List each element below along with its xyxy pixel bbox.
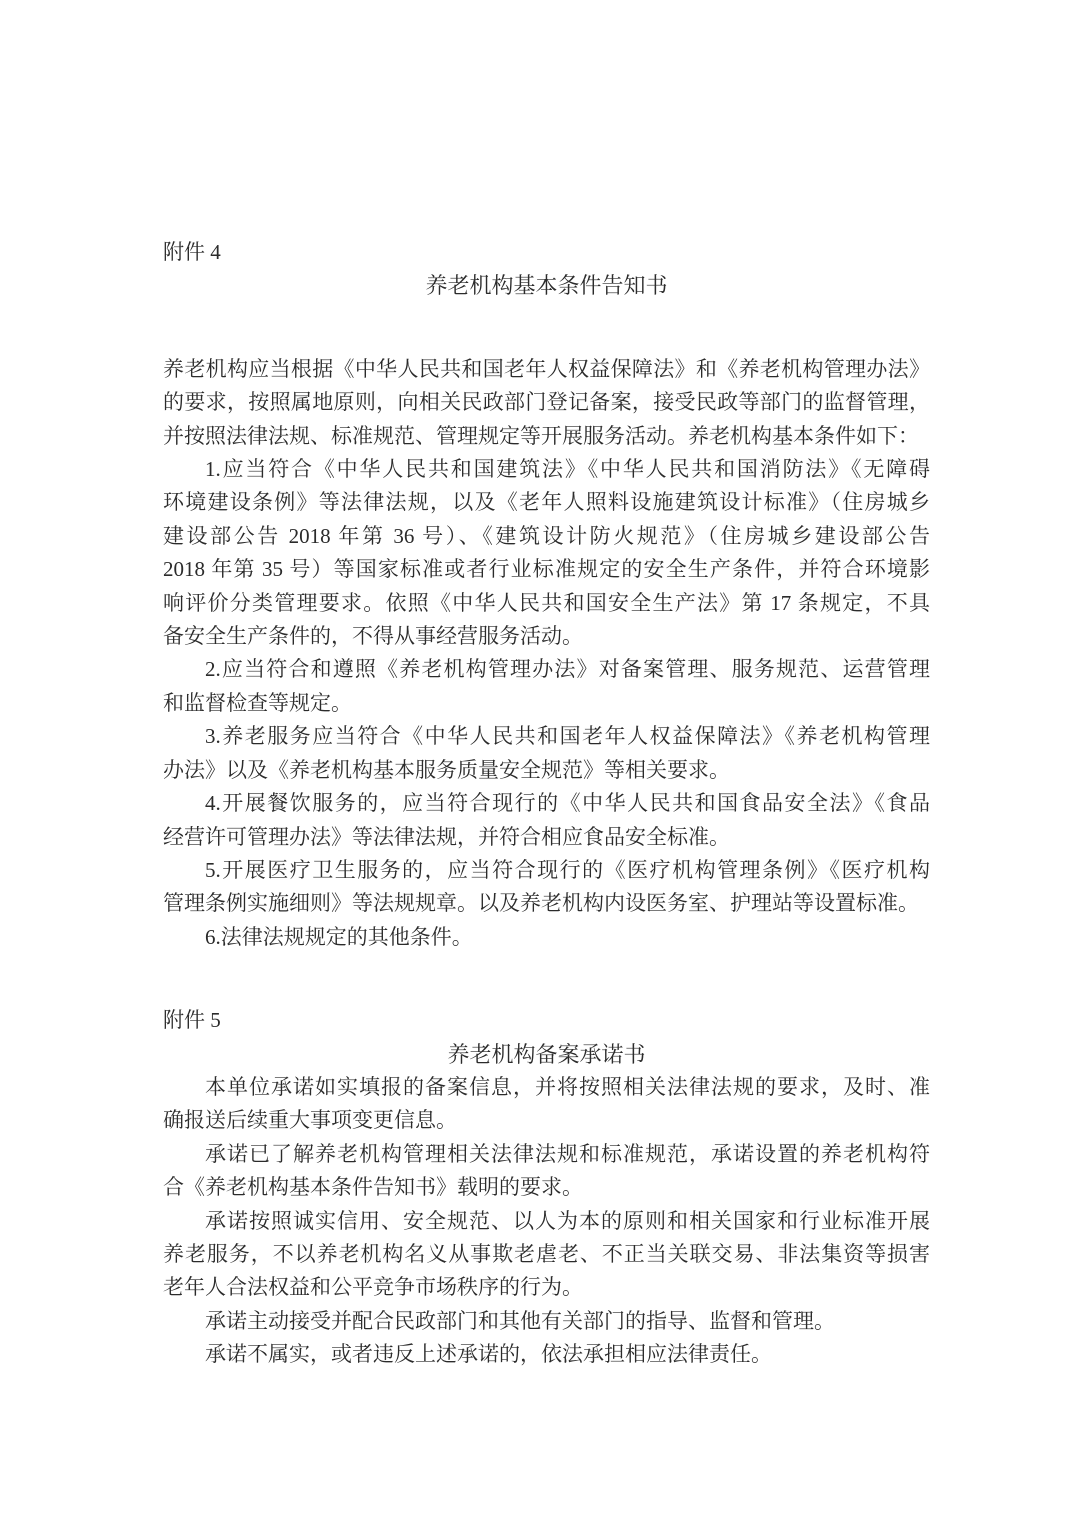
attachment-5-body: [163, 1071, 930, 1372]
text-line: 4.开展餐饮服务的，应当符合现行的《中华人民共和国食品安全法》《食品: [205, 791, 930, 816]
text-line: 的要求，按照属地原则，向相关民政部门登记备案，接受民政等部门的监督管理，: [163, 390, 930, 415]
text-line: 管理条例实施细则》等法规规章。以及养老机构内设医务室、护理站等设置标准。: [163, 891, 919, 916]
text-line: 承诺按照诚实信用、安全规范、以人为本的原则和相关国家和行业标准开展: [205, 1208, 930, 1233]
text-line: 2018 年第 35 号）等国家标准或者行业标准规定的安全生产条件，并符合环境影: [163, 557, 930, 582]
text-line: 养老服务，不以养老机构名义从事欺老虐老、不正当关联交易、非法集资等损害: [163, 1241, 930, 1266]
attachment-4-body: [163, 353, 930, 954]
attachment-4-label: 附件 4: [163, 240, 221, 264]
attachment-4-title: 养老机构基本条件告知书: [425, 273, 668, 299]
text-line: 2.应当符合和遵照《养老机构管理办法》对备案管理、服务规范、运营管理: [205, 657, 930, 682]
text-line: 环境建设条例》等法律法规，以及《老年人照料设施建筑设计标准》（住房城乡: [163, 490, 930, 515]
text-line: 合《养老机构基本条件告知书》载明的要求。: [163, 1175, 583, 1200]
attachment-5-label: 附件 5: [163, 1008, 221, 1033]
text-line: 办法》以及《养老机构基本服务质量安全规范》等相关要求。: [163, 757, 730, 782]
text-line: 建设部公告 2018 年第 36 号）、《建筑设计防火规范》（住房城乡建设部公告: [163, 523, 930, 548]
document-content: [163, 236, 930, 1372]
text-line: 承诺已了解养老机构管理相关法律法规和标准规范，承诺设置的养老机构符: [205, 1141, 930, 1166]
text-line: 养老机构应当根据《中华人民共和国老年人权益保障法》和《养老机构管理办法》: [163, 356, 930, 381]
text-line: 和监督检查等规定。: [163, 690, 352, 715]
text-line: 备安全生产条件的，不得从事经营服务活动。: [163, 624, 583, 649]
text-line: 经营许可管理办法》等法律法规，并符合相应食品安全标准。: [163, 824, 730, 849]
text-line: 3.养老服务应当符合《中华人民共和国老年人权益保障法》《养老机构管理: [205, 724, 930, 749]
text-line: 1.应当符合《中华人民共和国建筑法》《中华人民共和国消防法》《无障碍: [205, 457, 930, 482]
attachment-4-section: [163, 236, 930, 954]
text-line: 确报送后续重大事项变更信息。: [163, 1108, 457, 1133]
text-line: 响评价分类管理要求。依照《中华人民共和国安全生产法》第 17 条规定，不具: [163, 590, 930, 615]
text-line: 6.法律法规规定的其他条件。: [205, 924, 473, 949]
attachment-5-section: [163, 1004, 930, 1371]
text-line: 承诺主动接受并配合民政部门和其他有关部门的指导、监督和管理。: [205, 1308, 835, 1333]
text-line: 承诺不属实，或者违反上述承诺的，依法承担相应法律责任。: [205, 1342, 772, 1367]
text-line: 并按照法律法规、标准规范、管理规定等开展服务活动。养老机构基本条件如下：: [163, 423, 919, 448]
text-line: 老年人合法权益和公平竞争市场秩序的行为。: [163, 1275, 583, 1300]
text-line: 5.开展医疗卫生服务的，应当符合现行的《医疗机构管理条例》《医疗机构: [205, 857, 930, 882]
attachment-5-title: 养老机构备案承诺书: [447, 1041, 646, 1067]
text-line: 本单位承诺如实填报的备案信息，并将按照相关法律法规的要求，及时、准: [205, 1074, 930, 1099]
